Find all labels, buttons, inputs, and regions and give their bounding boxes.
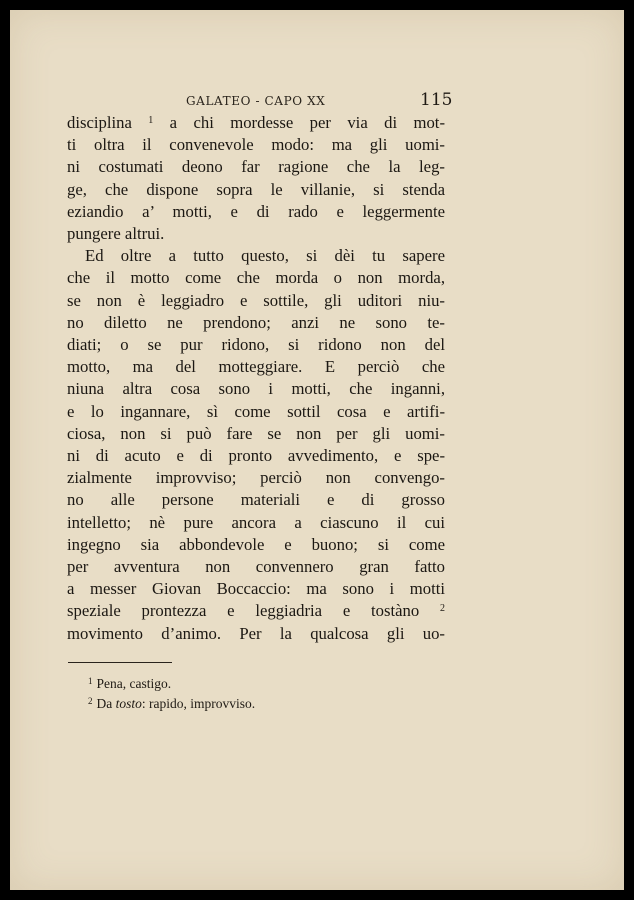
text-line: movimento d’animo. Per la qualcosa gli uo-	[67, 623, 445, 643]
text-line: pungere altrui.	[67, 224, 165, 244]
text-line: che il motto come che morda o non morda,	[67, 268, 445, 288]
text-line: no alle persone materiali e di grosso	[67, 490, 445, 510]
body-text	[67, 112, 445, 645]
text-line: se non è leggiadro e sottile, gli uditori niu-	[67, 290, 445, 310]
text-line: speziale prontezza e leggiadria e tostàno $^2$	[67, 601, 445, 621]
text-line: diati; o se pur ridono, si ridono non del	[67, 335, 445, 355]
footnote-ref: 1	[148, 115, 154, 126]
footnote-term: tosto	[115, 696, 142, 711]
text-line: ciosa, non si può fare se non per gli uomi-	[67, 423, 445, 443]
footnote-1	[88, 674, 255, 694]
footnotes	[88, 674, 255, 714]
running-title: GALATEO - CAPO XX	[186, 94, 326, 108]
text-line: ti oltra il convenevole modo: ma gli uomi-	[67, 135, 445, 155]
text-line: e lo ingannare, sì come sottil cosa e artifi-	[67, 401, 445, 421]
footnote-divider	[68, 662, 172, 663]
footnote-2: $^2$ Da tosto: rapido, improvviso.	[88, 696, 256, 711]
text-line: disciplina $^1$ a chi mordesse per via di mot-	[67, 113, 445, 132]
text-line: per avventura non convennero gran fatto	[67, 557, 445, 577]
text-line: zialmente improvviso; perciò non convengo-	[67, 468, 445, 488]
text-line: a messer Giovan Boccaccio: ma sono i motti	[67, 579, 445, 599]
page-number: 115	[420, 90, 453, 110]
footnote-text: : rapido, improvviso.	[141, 696, 256, 711]
book-page	[10, 10, 624, 890]
text-line: intelletto; nè pure ancora a ciascuno il cui	[67, 512, 445, 532]
text-line: ingegno sia abbondevole e buono; si come	[67, 534, 445, 554]
text-line: motto, ma del motteggiare. E perciò che	[67, 357, 445, 377]
text-line: ni costumati deono far ragione che la leg-	[67, 157, 445, 177]
text-line: ge, che dispone sopra le villanie, si stenda	[67, 179, 445, 199]
footnote-ref: 2	[440, 603, 445, 615]
footnote-mark: 2	[88, 696, 93, 706]
text-line: Ed oltre a tutto questo, si dèi tu sapere	[85, 246, 445, 266]
text-line: eziandio a’ motti, e di rado e leggermente	[67, 201, 445, 221]
footnote-mark: 1	[88, 676, 93, 686]
text-line: no diletto ne prendono; anzi ne sono te-	[67, 312, 445, 332]
text-line: niuna altra cosa sono i motti, che inganni,	[67, 379, 445, 399]
footnote-text: Pena, castigo.	[96, 676, 172, 691]
text-line: ni di acuto e di pronto avvedimento, e spe-	[67, 446, 445, 466]
